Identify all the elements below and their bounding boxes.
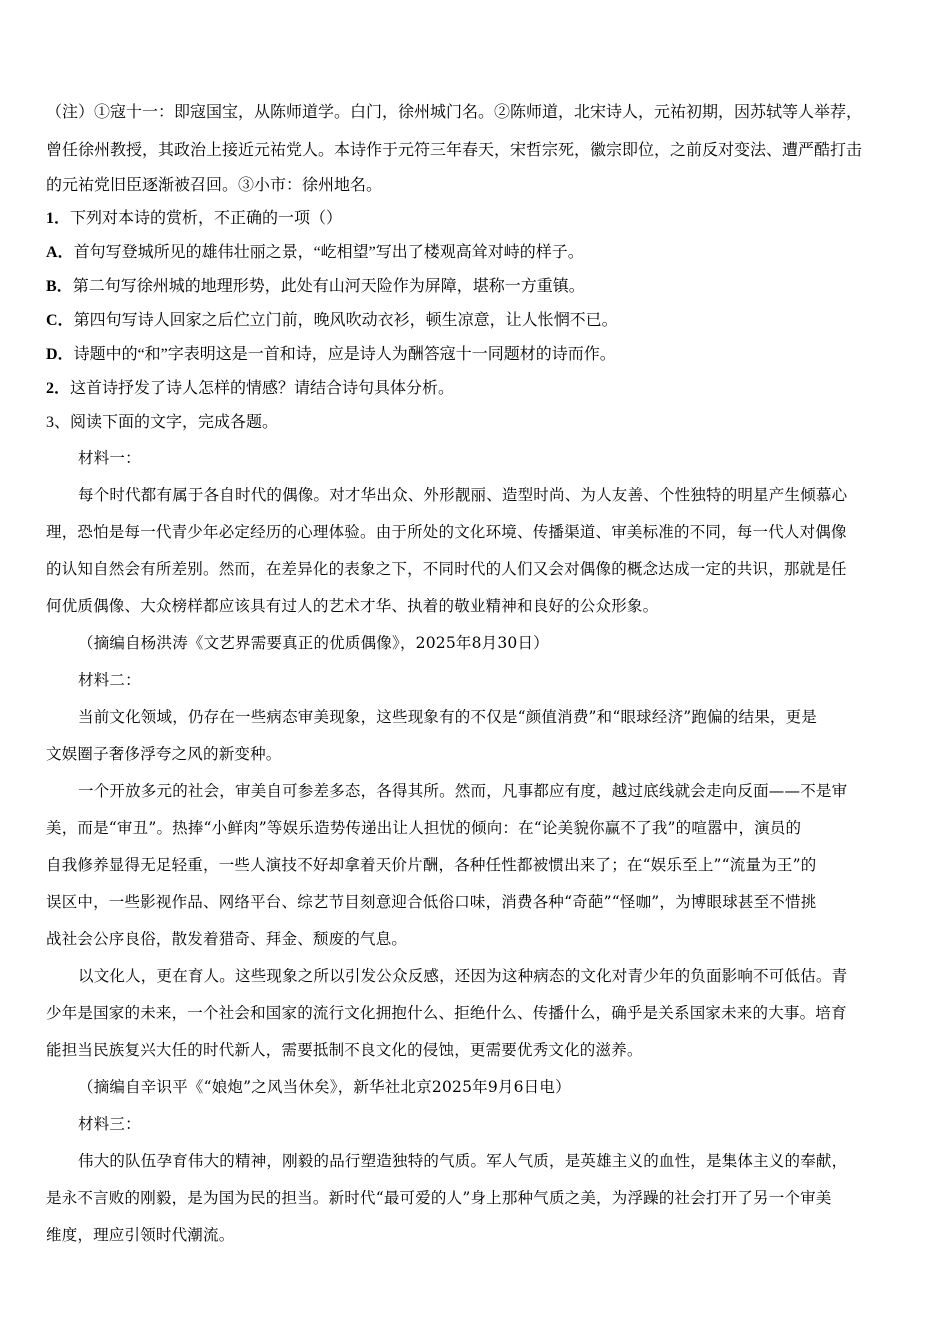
question-1 [46,202,900,236]
question-block [46,202,900,440]
option-text: 首句写登城所见的雄伟壮丽之景，“屹相望”写出了楼观高耸对峙的样子。 [73,244,584,261]
material-line: 以文化人，更在育人。这些现象之所以引发公众反感，还因为这种病态的文化对青少年的负面影响不可低估。青 [78,967,848,985]
material-label: 材料三： [78,1115,141,1133]
material-label: 材料一： [78,449,141,467]
material-line: 何优质偶像、大众榜样都应该具有过人的艺术才华、执着的敬业精神和良好的公众形象。 [46,597,659,615]
option-b [46,270,900,304]
material-line: 是永不言败的刚毅，是为国为民的担当。新时代“最可爱的人”身上那种气质之美，为浮躁的社会打开了另一个审美 [46,1189,832,1207]
question-3: 3、阅读下面的文字，完成各题。 [46,414,279,431]
material-line: 自我修养显得无足轻重，一些人演技不好却拿着天价片酬，各种任性都被惯出来了；在“娱乐至上”“流量为王”的 [46,856,817,874]
note-line: 的元祐党旧臣逐渐被召回。③小市：徐州地名。 [46,177,383,194]
material-2 [46,662,900,1106]
note-line: （注）①寇十一：即寇国宝，从陈师道学。白门，徐州城门名。②陈师道，北宋诗人，元祐初期，因苏轼等人举荐， [46,104,863,121]
material-3 [46,1106,900,1254]
question-text: 这首诗抒发了诗人怎样的情感？请结合诗句具体分析。 [70,380,455,397]
material-source: （摘编自杨洪涛《文艺界需要真正的优质偶像》，2025年8月30日） [78,634,549,652]
material-line: 文娱圈子奢侈浮夸之风的新变种。 [46,745,282,763]
material-line: 当前文化领域，仍存在一些病态审美现象，这些现象有的不仅是“颜值消费”和“眼球经济”跑偏的结果，更是 [78,708,817,726]
material-line: 每个时代都有属于各自时代的偶像。对才华出众、外形靓丽、造型时尚、为人友善、个性独特的明星产生倾慕心 [78,486,848,504]
option-letter: A． [46,244,74,261]
material-source: （摘编自辛识平《“娘炮”之风当休矣》，新华社北京2025年9月6日电） [78,1078,571,1096]
material-line: 少年是国家的未来，一个社会和国家的流行文化拥抱什么、拒绝什么、传播什么，确乎是关系国家未来的大事。培育 [46,1004,847,1022]
option-letter: D． [46,346,74,363]
question-number: 2． [46,380,71,397]
question-2 [46,372,900,406]
material-line: 一个开放多元的社会，审美自可参差多态，各得其所。然而，凡事都应有度，越过底线就会走向反面——不是审 [78,782,848,800]
poem-notes [46,94,900,202]
option-text: 诗题中的“和”字表明这是一首和诗，应是诗人为酬答寇十一同题材的诗而作。 [73,346,616,363]
option-letter: C． [46,312,74,329]
question-text: 下列对本诗的赏析，不正确的一项（） [70,210,343,227]
material-label: 材料二： [78,671,141,689]
material-line: 能担当民族复兴大任的时代新人，需要抵制不良文化的侵蚀，更需要优秀文化的滋养。 [46,1041,643,1059]
option-d [46,338,900,372]
material-line: 美，而是“审丑”。热捧“小鲜肉”等娱乐造势传递出让人担忧的倾向：在“论美貌你赢不了我”的喧嚣中，演员的 [46,819,802,837]
note-line: 曾任徐州教授，其政治上接近元祐党人。本诗作于元符三年春天，宋哲宗死，徽宗即位，之前反对变法、遭严酷打击 [46,142,863,159]
material-1 [46,440,900,662]
option-c [46,304,900,338]
material-line: 伟大的队伍孕育伟大的精神，刚毅的品行塑造独特的气质。军人气质，是英雄主义的血性，是集体主义的奉献， [78,1152,848,1170]
material-line: 维度，理应引领时代潮流。 [46,1226,235,1244]
material-line: 理，恐怕是每一代青少年必定经历的心理体验。由于所处的文化环境、传播渠道、审美标准的不同，每一代人对偶像 [46,523,847,541]
option-text: 第二句写徐州城的地理形势，此处有山河天险作为屏障，堪称一方重镇。 [72,278,585,295]
question-number: 1． [46,210,71,227]
material-line: 误区中，一些影视作品、网络平台、综艺节目刻意迎合低俗口味，消费各种“奇葩”“怪咖”，为博眼球甚至不惜挑 [46,893,817,911]
material-line: 战社会公序良俗，散发着猎奇、拜金、颓废的气息。 [46,930,408,948]
option-text: 第四句写诗人回家之后伫立门前，晚风吹动衣衫，顿生凉意，让人怅惘不已。 [73,312,618,329]
option-letter: B． [46,278,73,295]
option-a [46,236,900,270]
material-line: 的认知自然会有所差别。然而，在差异化的表象之下，不同时代的人们又会对偶像的概念达成一定的共识，那就是任 [46,560,847,578]
